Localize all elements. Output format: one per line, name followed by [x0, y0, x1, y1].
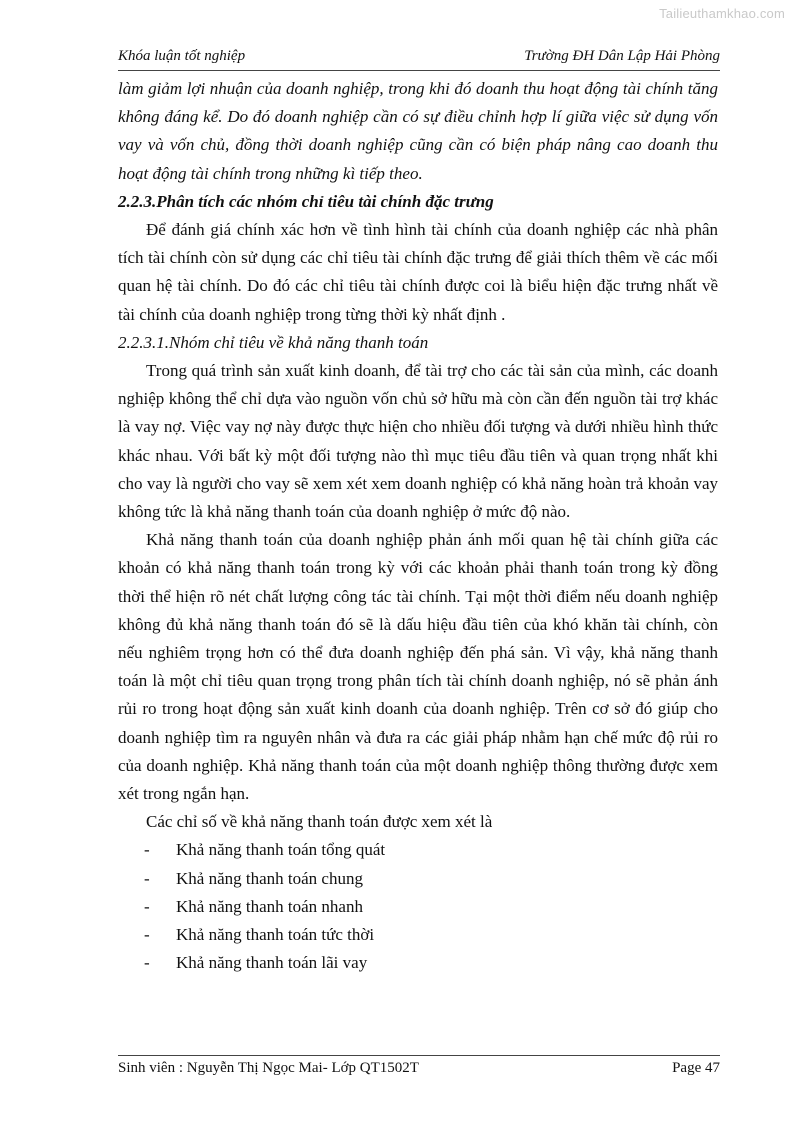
list-dash: - — [144, 896, 150, 916]
intro-paragraph: làm giảm lợi nhuận của doanh nghiệp, trong khi đó doanh thu hoạt động tài chính tăng không đáng kể. Do đó doanh nghiệp cần có sự điều chỉnh hợp lí giữa việc sử dụng vốn vay và vốn chủ, đồng thời doanh nghiệp cũng cần có biện pháp nâng cao doanh thu hoạt động tài chính trong những kì tiếp theo. — [118, 79, 718, 183]
header-university-label: Trường ĐH Dân Lập Hải Phòng — [524, 48, 720, 64]
watermark-text: Tailieuthamkhao.com — [659, 6, 785, 21]
list-item — [118, 949, 718, 977]
body-paragraph-2: Khả năng thanh toán của doanh nghiệp phản ánh mối quan hệ tài chính giữa các khoản có khả năng thanh toán trong kỳ với các khoản phải thanh toán trong kỳ đồng thời thể hiện rõ nét chất lượng công tác tài chính. Tại một thời điểm nếu doanh nghiệp không đủ khả năng thanh toán đó sẽ là dấu hiệu đầu tiên của khó khăn tài chính, còn nếu nghiêm trọng hơn có thể đưa doanh nghiệp đến phá sản. Vì vậy, khả năng thanh toán là một chỉ tiêu quan trọng trong phân tích tài chính doanh nghiệp, nó sẽ phản ánh rủi ro trong hoạt động sản xuất kinh doanh của doanh nghiệp. Trên cơ sở đó giúp cho doanh nghiệp tìm ra nguyên nhân và đưa ra các giải pháp nhằm hạn chế mức độ rủi ro của doanh nghiệp. Khả năng thanh toán của một doanh nghiệp thông thường được xem xét trong ngắn hạn. — [118, 530, 718, 804]
list-item-text: Khả năng thanh toán lãi vay — [176, 953, 368, 973]
list-item — [118, 893, 718, 921]
list-dash: - — [144, 953, 150, 973]
list-dash: - — [144, 925, 150, 945]
list-item — [118, 921, 718, 949]
list-intro: Các chỉ số về khả năng thanh toán được xem xét là — [146, 812, 493, 832]
list-item-text: Khả năng thanh toán chung — [176, 868, 363, 888]
body-paragraph-1: Trong quá trình sản xuất kinh doanh, để tài trợ cho các tài sản của mình, các doanh nghiệp không thể chỉ dựa vào nguồn vốn chủ sở hữu mà còn cần đến nguồn tài trợ khác là vay nợ. Việc vay nợ này được thực hiện cho nhiều đối tượng và dưới nhiều hình thức khác nhau. Với bất kỳ một đối tượng nào thì mục tiêu đầu tiên và quan trọng nhất khi cho vay là người cho vay sẽ xem xét xem doanh nghiệp có khả năng hoàn trả khoản vay không tức là khả năng thanh toán của doanh nghiệp ở mức độ nào. — [118, 361, 718, 522]
section-heading: 2.2.3.Phân tích các nhóm chỉ tiêu tài chính đặc trưng — [118, 191, 494, 211]
page-header — [118, 48, 720, 71]
subsection-heading: 2.2.3.1.Nhóm chỉ tiêu về khả năng thanh toán — [118, 332, 429, 352]
section-paragraph: Để đánh giá chính xác hơn về tình hình tài chính của doanh nghiệp các nhà phân tích tài chính còn sử dụng các chỉ tiêu tài chính đặc trưng để giải thích thêm về các mối quan hệ tài chính. Do đó các chỉ tiêu tài chính được coi là biểu hiện đặc trưng nhất về tài chính của doanh nghiệp trong từng thời kỳ nhất định . — [118, 220, 718, 324]
ratio-list — [118, 836, 718, 977]
list-item-text: Khả năng thanh toán nhanh — [176, 896, 363, 916]
header-thesis-label: Khóa luận tốt nghiệp — [118, 48, 246, 64]
page-body — [118, 75, 718, 978]
page-footer — [118, 1055, 720, 1080]
list-dash: - — [144, 868, 150, 888]
list-item — [118, 836, 718, 864]
list-item-text: Khả năng thanh toán tức thời — [176, 925, 375, 945]
page-number: Page 47 — [672, 1060, 720, 1076]
list-item-text: Khả năng thanh toán tổng quát — [176, 840, 386, 860]
list-item — [118, 865, 718, 893]
list-dash: - — [144, 840, 150, 860]
footer-student-label: Sinh viên : Nguyễn Thị Ngọc Mai- Lớp QT1502T — [118, 1060, 419, 1076]
